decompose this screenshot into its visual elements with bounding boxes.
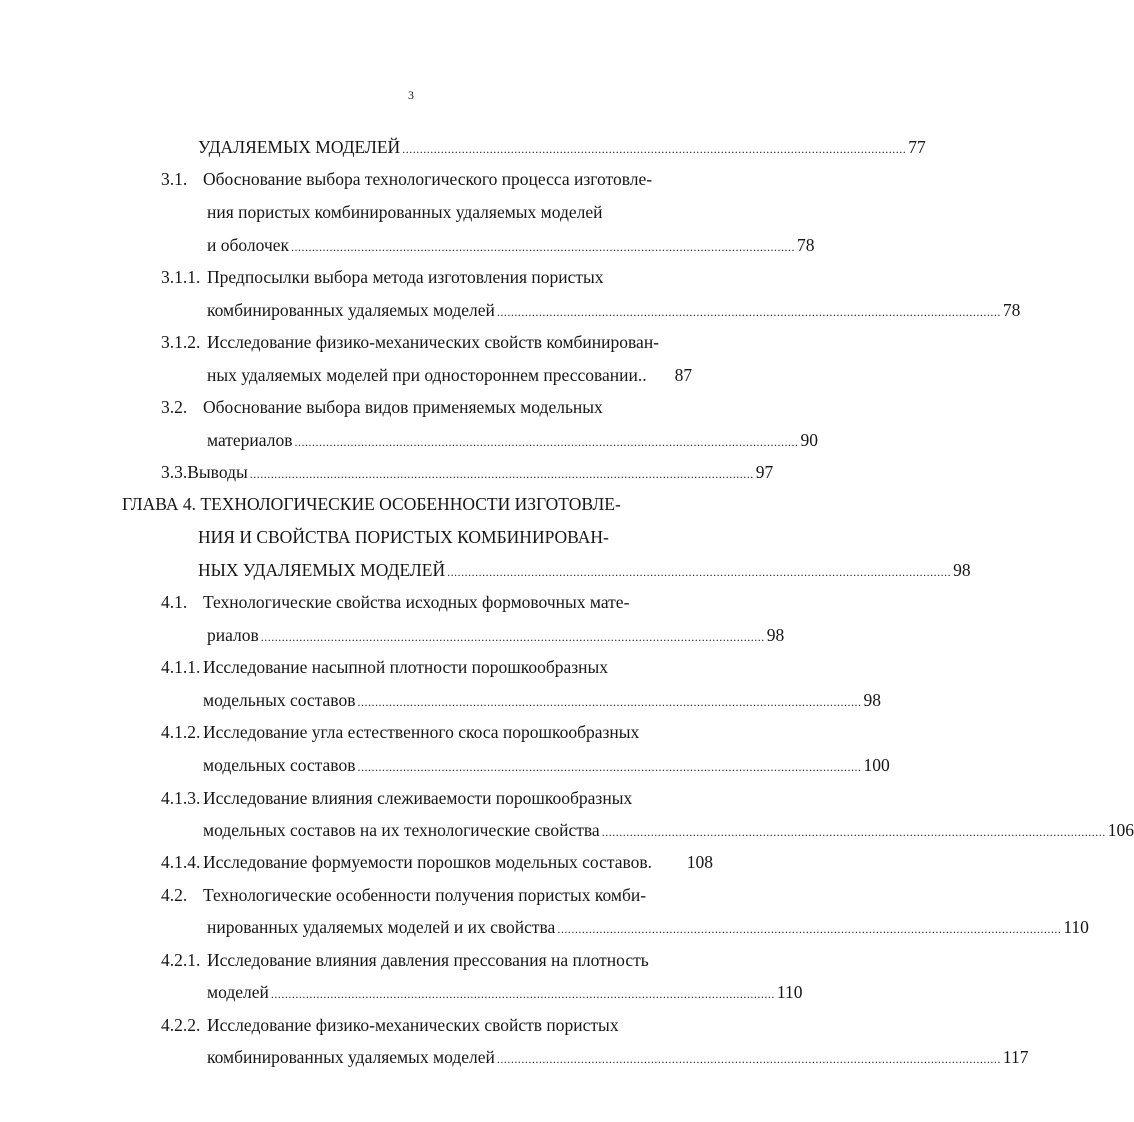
toc-entry-text: модельных составов [203,690,356,710]
section-number: 4.1.2. [161,722,201,742]
toc-line [161,785,632,811]
chapter-heading: ГЛАВА 4. ТЕХНОЛОГИЧЕСКИЕ ОСОБЕННОСТИ ИЗГОТОВЛЕ- [122,494,621,514]
toc-line [207,297,1021,323]
toc-entry-text: Исследование физико-механических свойств пористых [207,1015,619,1035]
section-number: 3.1.1. [161,267,201,287]
toc-line [198,524,609,550]
toc-page-number: 117 [1002,1047,1029,1067]
section-number: 3.1.2. [161,332,201,352]
toc-entry-text: моделей [207,982,269,1002]
toc-entry-text: модельных составов [203,755,356,775]
toc-line [161,589,629,615]
chapter-heading: НЫХ УДАЛЯЕМЫХ МОДЕЛЕЙ [198,560,446,580]
page-number: 3 [408,88,414,102]
toc-page-number: 98 [766,625,785,645]
toc-line [198,557,971,583]
toc-line [161,329,659,355]
section-number: 4.2.2. [161,1015,201,1035]
leader-dots: ................................................................................................................................................ [496,305,1001,319]
toc-line [207,362,713,388]
leader-dots: ................................................................................................................................................ [357,695,862,709]
toc-line [161,849,713,875]
toc-page-number: 97 [755,462,774,482]
section-number: 3.1. [161,169,188,189]
toc-line [161,882,646,908]
toc-line [122,491,621,517]
toc-entry-text: Исследование угла естественного скоса порошкообразных [203,722,640,742]
toc-entry-text: модельных составов на их технологические свойства [203,820,600,840]
section-number: 3.2. [161,397,188,417]
toc-page-number: 98 [863,690,881,710]
toc-line [203,687,881,713]
leader-dots: ................................................................................................................................................ [402,142,907,156]
section-number: 3.3. [161,462,188,482]
section-number: 4.1.4. [161,852,201,872]
toc-line [161,394,603,420]
toc-entry-text: комбинированных удаляемых моделей [207,300,495,320]
toc-entry-text: Обоснование выбора технологического процесса изготовле- [203,169,653,189]
toc-page-number: 110 [776,982,803,1002]
leader-dots: ................................................................................................................................................ [447,565,952,579]
toc-line [207,427,818,453]
leader-dots: ................................................................................................................................................ [496,1052,1001,1066]
toc-page-number: 87 [674,365,693,385]
toc-line [161,719,639,745]
toc-page-number: 90 [800,430,818,450]
chapter-heading: НИЯ И СВОЙСТВА ПОРИСТЫХ КОМБИНИРОВАН- [198,527,609,547]
toc-line [203,817,1134,843]
toc-page-number: 106 [1107,820,1134,840]
toc-entry-text: Технологические особенности получения пористых комби- [203,885,647,905]
section-number: 4.2. [161,885,188,905]
leader-dots: ................................................................................................................................................ [291,240,796,254]
leader-dots: ................................................................................................................................................ [270,987,775,1001]
section-number: 4.1.3. [161,788,201,808]
toc-line [207,1044,1029,1070]
leader-dots: ................................................................................................................................................ [601,825,1106,839]
toc-line [161,1012,619,1038]
toc-line [198,134,926,160]
toc-line [161,166,652,192]
toc-line [207,914,1089,940]
toc-page-number: 100 [863,755,890,775]
toc-entry-text: нированных удаляемых моделей и их свойства [207,917,556,937]
toc-line [207,199,603,225]
toc-entry-text: Исследование насыпной плотности порошкообразных [203,657,609,677]
section-number: 4.1.1. [161,657,201,677]
leader-dots: ................................................................................................................................................ [260,630,765,644]
toc-entry-text: материалов [207,430,293,450]
toc-page-number: 78 [797,235,815,255]
toc-entry-text: риалов [207,625,259,645]
leader-dots: ................................................................................................................................................ [294,435,799,449]
toc-page-number: 78 [1002,300,1021,320]
toc-page-number: 98 [953,560,971,580]
leader-dots: ................................................................................................................................................ [357,760,862,774]
toc-entry-text: ния пористых комбинированных удаляемых моделей [207,202,603,222]
toc-entry-text: Исследование физико-механических свойств комбинирован- [207,332,660,352]
toc-entry-text: УДАЛЯЕМЫХ МОДЕЛЕЙ [198,137,401,157]
toc-entry-text: Исследование влияния слеживаемости порошкообразных [203,788,633,808]
toc-line [203,752,890,778]
toc-line [161,654,608,680]
toc-line [161,264,604,290]
toc-line [207,232,815,258]
toc-entry-text: ных удаляемых моделей при одностороннем прессовании.. [207,365,647,385]
toc-entry-text: Исследование формуемости порошков модельных составов. [203,852,653,872]
toc-page-number: 110 [1063,917,1089,937]
toc-entry-text: Исследование влияния давления прессования на плотность [207,950,649,970]
toc-entry-text: Выводы [187,462,248,482]
toc-entry-text: и оболочек [207,235,290,255]
toc-entry-text: Обоснование выбора видов применяемых модельных [203,397,603,417]
section-number: 4.1. [161,592,188,612]
leader-dots: ................................................................................................................................................ [557,922,1062,936]
toc-page-number: 108 [686,852,713,872]
toc-line [161,459,774,485]
toc-entry-text: Технологические свойства исходных формовочных мате- [203,592,630,612]
toc-line [207,979,803,1005]
toc-entry-text: комбинированных удаляемых моделей [207,1047,495,1067]
section-number: 4.2.1. [161,950,201,970]
toc-entry-text: Предпосылки выбора метода изготовления пористых [207,267,604,287]
toc-line [207,622,785,648]
toc-page-number: 77 [908,137,926,157]
leader-dots: ................................................................................................................................................ [249,467,754,481]
toc-line [161,947,649,973]
